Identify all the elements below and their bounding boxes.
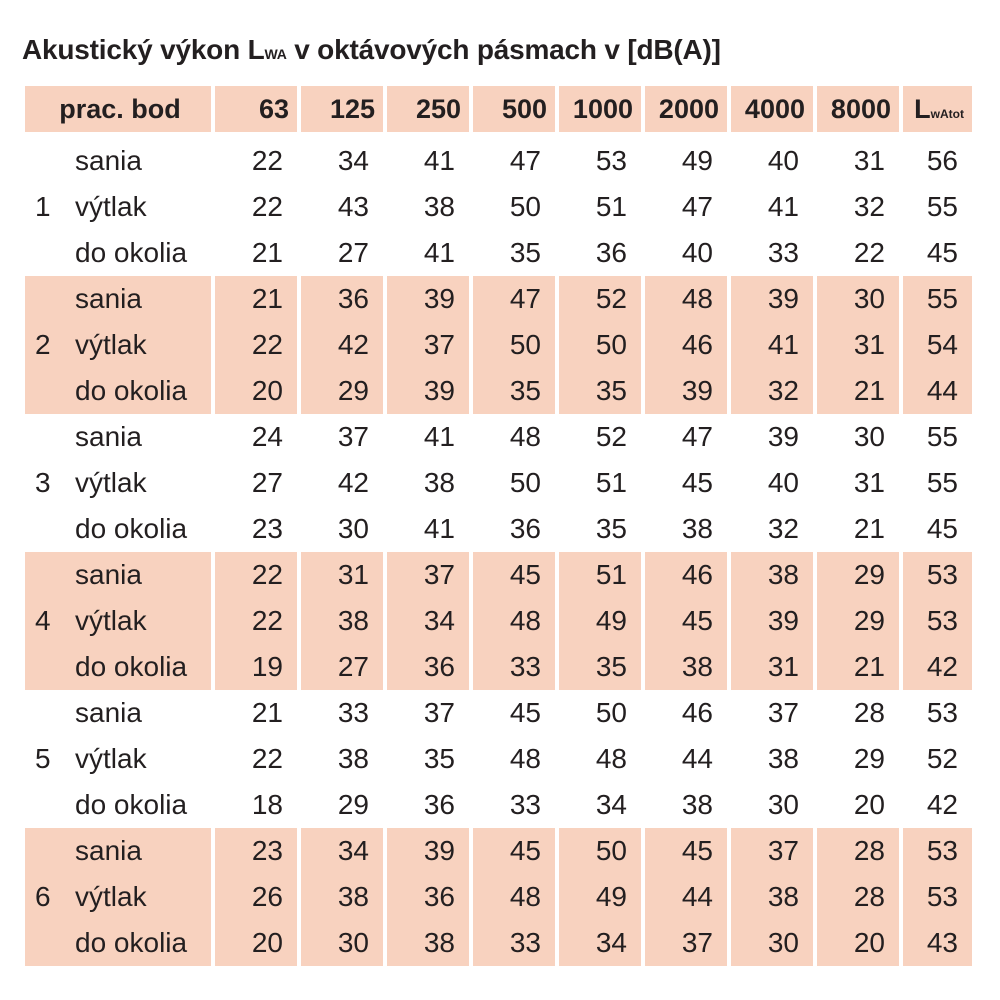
row-label: do okolia — [75, 513, 188, 544]
value-cell: 30 — [727, 782, 813, 828]
value-cell: 28 — [813, 874, 899, 920]
value-cell: 47 — [469, 138, 555, 184]
total-cell: 55 — [899, 414, 972, 460]
value-cell: 51 — [555, 184, 641, 230]
value-cell: 35 — [555, 368, 641, 414]
value-cell: 38 — [641, 782, 727, 828]
point-cell — [25, 368, 211, 414]
value-cell: 30 — [297, 506, 383, 552]
value-cell: 29 — [813, 598, 899, 644]
value-cell: 34 — [297, 138, 383, 184]
table-row — [25, 690, 972, 736]
value-cell: 38 — [297, 874, 383, 920]
header-band: 2000 — [641, 86, 727, 132]
value-cell: 21 — [211, 276, 297, 322]
header-total — [899, 86, 972, 132]
value-cell: 50 — [555, 322, 641, 368]
value-cell: 41 — [383, 414, 469, 460]
value-cell: 29 — [297, 782, 383, 828]
value-cell: 50 — [469, 460, 555, 506]
point-cell — [25, 138, 211, 184]
total-cell: 42 — [899, 782, 972, 828]
value-cell: 34 — [555, 920, 641, 966]
value-cell: 37 — [383, 322, 469, 368]
row-label: do okolia — [75, 237, 188, 268]
value-cell: 52 — [555, 276, 641, 322]
value-cell: 22 — [211, 552, 297, 598]
point-cell — [25, 322, 211, 368]
value-cell: 48 — [469, 874, 555, 920]
value-cell: 39 — [641, 368, 727, 414]
value-cell: 22 — [211, 736, 297, 782]
total-cell: 53 — [899, 690, 972, 736]
value-cell: 46 — [641, 690, 727, 736]
value-cell: 38 — [727, 552, 813, 598]
value-cell: 27 — [211, 460, 297, 506]
value-cell: 48 — [469, 598, 555, 644]
total-cell: 55 — [899, 460, 972, 506]
point-cell — [25, 414, 211, 460]
value-cell: 19 — [211, 644, 297, 690]
acoustic-power-table — [25, 86, 972, 966]
value-cell: 32 — [813, 184, 899, 230]
value-cell: 38 — [641, 644, 727, 690]
value-cell: 29 — [813, 552, 899, 598]
value-cell: 22 — [813, 230, 899, 276]
total-cell: 54 — [899, 322, 972, 368]
value-cell: 21 — [211, 690, 297, 736]
table-row — [25, 644, 972, 690]
title-main: Akustický výkon L — [22, 34, 265, 65]
working-point-group — [25, 138, 972, 276]
value-cell: 37 — [641, 920, 727, 966]
value-cell: 38 — [727, 736, 813, 782]
value-cell: 38 — [297, 736, 383, 782]
table-row — [25, 230, 972, 276]
row-label: výtlak — [75, 881, 147, 912]
total-cell: 52 — [899, 736, 972, 782]
value-cell: 36 — [383, 644, 469, 690]
row-label: do okolia — [75, 375, 188, 406]
table-row — [25, 736, 972, 782]
value-cell: 37 — [727, 690, 813, 736]
value-cell: 45 — [469, 690, 555, 736]
table-row — [25, 460, 972, 506]
table-row — [25, 368, 972, 414]
value-cell: 38 — [383, 184, 469, 230]
working-point-number: 4 — [35, 605, 51, 636]
table-row — [25, 598, 972, 644]
value-cell: 24 — [211, 414, 297, 460]
value-cell: 33 — [469, 920, 555, 966]
value-cell: 39 — [383, 828, 469, 874]
value-cell: 30 — [813, 414, 899, 460]
value-cell: 38 — [297, 598, 383, 644]
value-cell: 34 — [555, 782, 641, 828]
value-cell: 31 — [813, 138, 899, 184]
header-total-main: L — [914, 93, 931, 124]
value-cell: 46 — [641, 552, 727, 598]
value-cell: 22 — [211, 138, 297, 184]
row-label: sania — [75, 145, 142, 176]
value-cell: 31 — [727, 644, 813, 690]
value-cell: 38 — [383, 920, 469, 966]
value-cell: 37 — [297, 414, 383, 460]
value-cell: 23 — [211, 506, 297, 552]
value-cell: 26 — [211, 874, 297, 920]
working-point-number: 1 — [35, 191, 51, 222]
header-working-point: prac. bod — [25, 86, 211, 132]
value-cell: 45 — [469, 552, 555, 598]
table-row — [25, 276, 972, 322]
table-row — [25, 414, 972, 460]
value-cell: 41 — [383, 230, 469, 276]
value-cell: 41 — [727, 322, 813, 368]
value-cell: 53 — [555, 138, 641, 184]
header-row — [25, 86, 972, 132]
point-cell — [25, 782, 211, 828]
value-cell: 50 — [469, 322, 555, 368]
point-cell — [25, 874, 211, 920]
row-label: sania — [75, 421, 142, 452]
value-cell: 33 — [727, 230, 813, 276]
value-cell: 36 — [469, 506, 555, 552]
value-cell: 35 — [555, 644, 641, 690]
value-cell: 49 — [555, 874, 641, 920]
value-cell: 47 — [469, 276, 555, 322]
total-cell: 53 — [899, 598, 972, 644]
value-cell: 20 — [813, 782, 899, 828]
value-cell: 35 — [469, 368, 555, 414]
total-cell: 53 — [899, 552, 972, 598]
value-cell: 39 — [727, 276, 813, 322]
value-cell: 45 — [641, 598, 727, 644]
point-cell — [25, 506, 211, 552]
value-cell: 44 — [641, 736, 727, 782]
value-cell: 42 — [297, 322, 383, 368]
working-point-number: 2 — [35, 329, 51, 360]
value-cell: 39 — [727, 414, 813, 460]
value-cell: 38 — [641, 506, 727, 552]
value-cell: 38 — [727, 874, 813, 920]
header-band: 8000 — [813, 86, 899, 132]
table-row — [25, 506, 972, 552]
value-cell: 35 — [383, 736, 469, 782]
value-cell: 40 — [727, 460, 813, 506]
value-cell: 36 — [383, 782, 469, 828]
value-cell: 31 — [813, 460, 899, 506]
table-row — [25, 782, 972, 828]
title-rest: v oktávových pásmach v [dB(A)] — [286, 34, 721, 65]
total-cell: 53 — [899, 874, 972, 920]
working-point-group — [25, 276, 972, 414]
value-cell: 47 — [641, 184, 727, 230]
value-cell: 37 — [383, 690, 469, 736]
value-cell: 21 — [211, 230, 297, 276]
table-row — [25, 184, 972, 230]
row-label: sania — [75, 283, 142, 314]
value-cell: 51 — [555, 460, 641, 506]
working-point-group — [25, 552, 972, 690]
table-row — [25, 322, 972, 368]
table-row — [25, 552, 972, 598]
value-cell: 40 — [641, 230, 727, 276]
total-cell: 45 — [899, 506, 972, 552]
header-band: 125 — [297, 86, 383, 132]
row-label: do okolia — [75, 789, 188, 820]
total-cell: 45 — [899, 230, 972, 276]
value-cell: 21 — [813, 368, 899, 414]
value-cell: 32 — [727, 506, 813, 552]
header-band: 63 — [211, 86, 297, 132]
row-label: sania — [75, 697, 142, 728]
working-point-group — [25, 828, 972, 966]
working-point-group — [25, 414, 972, 552]
value-cell: 50 — [555, 690, 641, 736]
value-cell: 39 — [727, 598, 813, 644]
value-cell: 51 — [555, 552, 641, 598]
working-point-number: 5 — [35, 743, 51, 774]
total-cell: 53 — [899, 828, 972, 874]
value-cell: 45 — [641, 460, 727, 506]
point-cell — [25, 598, 211, 644]
point-cell — [25, 184, 211, 230]
row-label: výtlak — [75, 605, 147, 636]
value-cell: 28 — [813, 828, 899, 874]
value-cell: 30 — [727, 920, 813, 966]
value-cell: 31 — [813, 322, 899, 368]
value-cell: 23 — [211, 828, 297, 874]
point-cell — [25, 828, 211, 874]
value-cell: 47 — [641, 414, 727, 460]
total-cell: 44 — [899, 368, 972, 414]
value-cell: 20 — [211, 920, 297, 966]
value-cell: 30 — [813, 276, 899, 322]
value-cell: 40 — [727, 138, 813, 184]
value-cell: 49 — [641, 138, 727, 184]
value-cell: 33 — [469, 782, 555, 828]
working-point-group — [25, 690, 972, 828]
value-cell: 46 — [641, 322, 727, 368]
row-label: sania — [75, 559, 142, 590]
value-cell: 32 — [727, 368, 813, 414]
total-cell: 55 — [899, 276, 972, 322]
working-point-number: 3 — [35, 467, 51, 498]
value-cell: 22 — [211, 184, 297, 230]
value-cell: 41 — [383, 138, 469, 184]
value-cell: 29 — [813, 736, 899, 782]
value-cell: 45 — [641, 828, 727, 874]
value-cell: 44 — [641, 874, 727, 920]
value-cell: 36 — [555, 230, 641, 276]
row-label: sania — [75, 835, 142, 866]
value-cell: 27 — [297, 644, 383, 690]
value-cell: 50 — [469, 184, 555, 230]
value-cell: 33 — [297, 690, 383, 736]
table-title — [22, 34, 721, 66]
value-cell: 49 — [555, 598, 641, 644]
row-label: do okolia — [75, 927, 188, 958]
value-cell: 48 — [555, 736, 641, 782]
total-cell: 42 — [899, 644, 972, 690]
table-row — [25, 920, 972, 966]
row-label: výtlak — [75, 743, 147, 774]
point-cell — [25, 552, 211, 598]
value-cell: 30 — [297, 920, 383, 966]
table-header — [25, 86, 972, 132]
value-cell: 22 — [211, 322, 297, 368]
value-cell: 50 — [555, 828, 641, 874]
value-cell: 18 — [211, 782, 297, 828]
header-band: 1000 — [555, 86, 641, 132]
value-cell: 36 — [297, 276, 383, 322]
title-subscript: WA — [264, 46, 287, 62]
value-cell: 45 — [469, 828, 555, 874]
value-cell: 36 — [383, 874, 469, 920]
value-cell: 48 — [469, 736, 555, 782]
value-cell: 20 — [211, 368, 297, 414]
row-label: do okolia — [75, 651, 188, 682]
value-cell: 52 — [555, 414, 641, 460]
value-cell: 35 — [555, 506, 641, 552]
point-cell — [25, 690, 211, 736]
total-cell: 43 — [899, 920, 972, 966]
value-cell: 21 — [813, 506, 899, 552]
header-band: 4000 — [727, 86, 813, 132]
value-cell: 28 — [813, 690, 899, 736]
value-cell: 27 — [297, 230, 383, 276]
header-band: 250 — [383, 86, 469, 132]
value-cell: 37 — [727, 828, 813, 874]
point-cell — [25, 644, 211, 690]
table-row — [25, 874, 972, 920]
value-cell: 42 — [297, 460, 383, 506]
value-cell: 35 — [469, 230, 555, 276]
row-label: výtlak — [75, 191, 147, 222]
working-point-number: 6 — [35, 881, 51, 912]
total-cell: 56 — [899, 138, 972, 184]
header-band: 500 — [469, 86, 555, 132]
value-cell: 48 — [469, 414, 555, 460]
value-cell: 31 — [297, 552, 383, 598]
value-cell: 34 — [297, 828, 383, 874]
value-cell: 29 — [297, 368, 383, 414]
value-cell: 20 — [813, 920, 899, 966]
value-cell: 48 — [641, 276, 727, 322]
point-cell — [25, 920, 211, 966]
value-cell: 37 — [383, 552, 469, 598]
value-cell: 21 — [813, 644, 899, 690]
point-cell — [25, 460, 211, 506]
table-row — [25, 828, 972, 874]
row-label: výtlak — [75, 467, 147, 498]
value-cell: 34 — [383, 598, 469, 644]
point-cell — [25, 276, 211, 322]
value-cell: 38 — [383, 460, 469, 506]
header-total-subscript: wAtot — [930, 106, 964, 121]
value-cell: 41 — [383, 506, 469, 552]
total-cell: 55 — [899, 184, 972, 230]
value-cell: 22 — [211, 598, 297, 644]
value-cell: 39 — [383, 368, 469, 414]
point-cell — [25, 736, 211, 782]
value-cell: 43 — [297, 184, 383, 230]
table-row — [25, 138, 972, 184]
value-cell: 41 — [727, 184, 813, 230]
row-label: výtlak — [75, 329, 147, 360]
value-cell: 39 — [383, 276, 469, 322]
point-cell — [25, 230, 211, 276]
value-cell: 33 — [469, 644, 555, 690]
